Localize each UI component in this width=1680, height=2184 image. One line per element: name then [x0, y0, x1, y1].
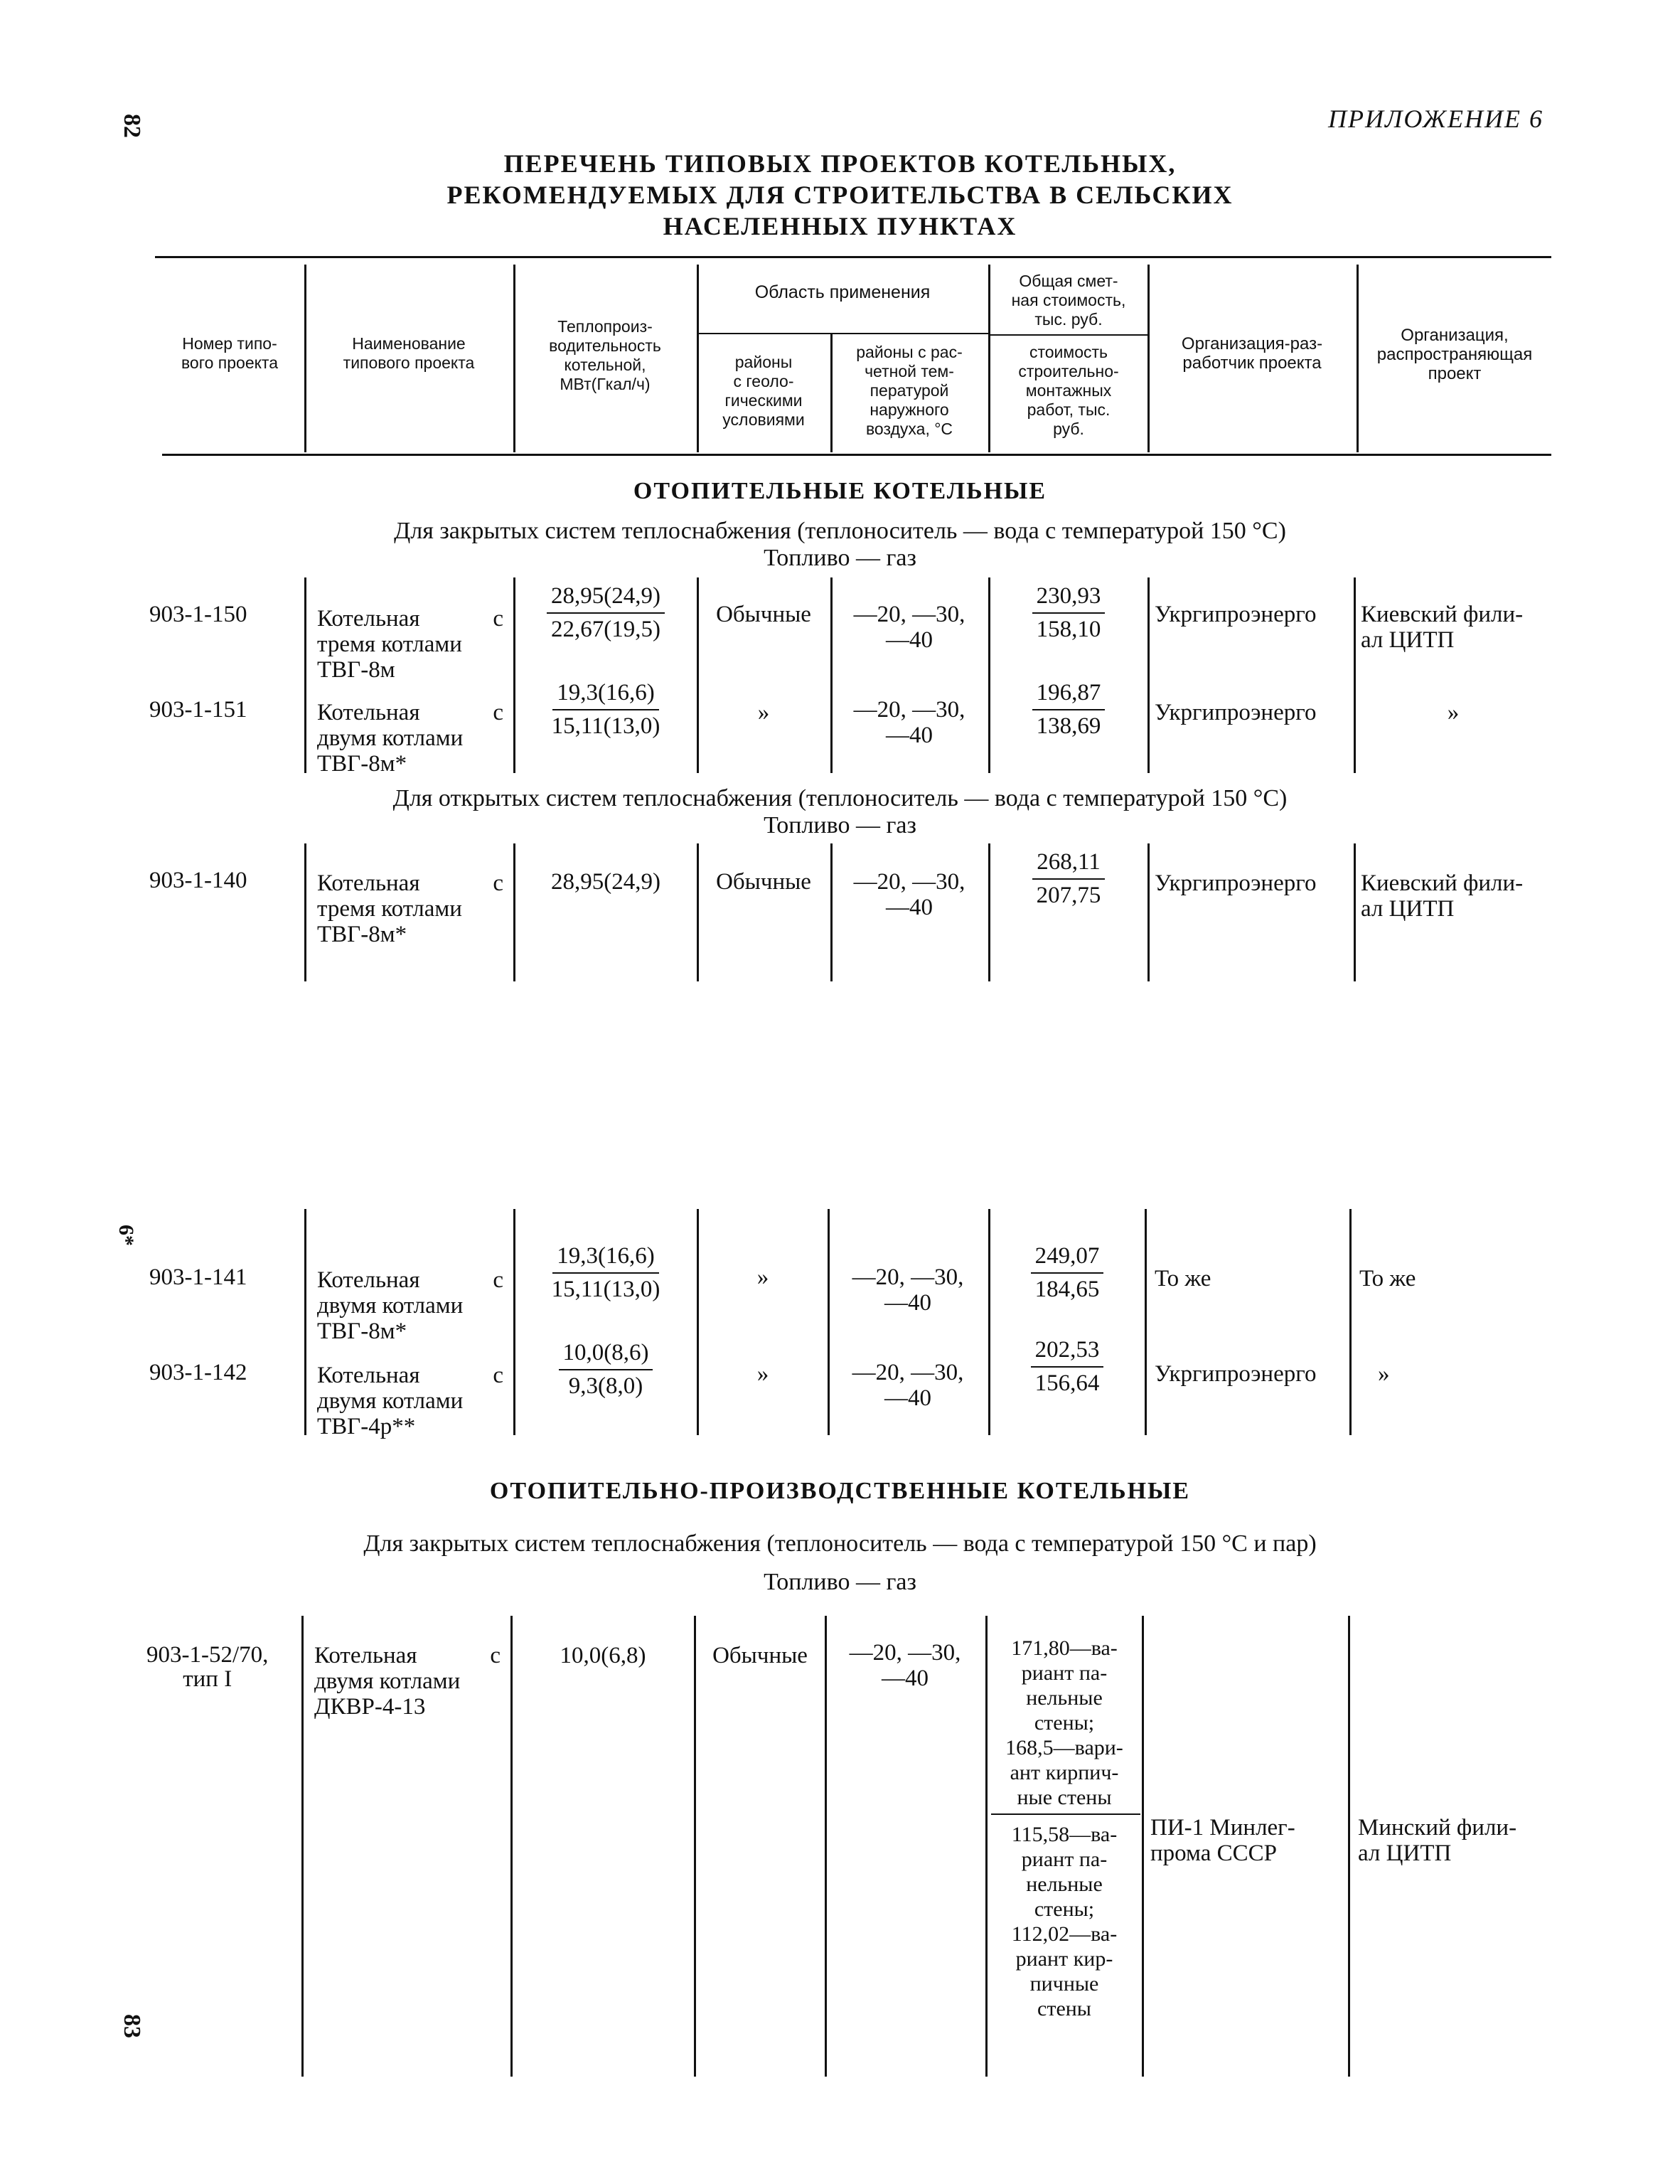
row-number: 903-1-52/70, тип I	[146, 1642, 269, 1692]
row-geology: Обычные	[716, 602, 811, 627]
header-cost-total: Общая смет- ная стоимость, тыс. руб.	[1011, 272, 1126, 329]
section-heating-title: ОТОПИТЕЛЬНЫЕ КОТЕЛЬНЫЕ	[633, 478, 1047, 504]
row-developer: Укргипроэнерго	[1155, 700, 1317, 725]
row-number: 903-1-151	[149, 697, 247, 723]
page-number-bottom: 83	[119, 2014, 145, 2038]
row-temperature: —20, —30, —40	[853, 697, 965, 748]
row-developer: Укргипроэнерго	[1155, 870, 1317, 896]
header-distributor: Организация, распространяющая проект	[1376, 326, 1533, 383]
row-name: Котельная с двумя котлами ТВГ-8м*	[317, 700, 503, 777]
row-geology: Обычные	[712, 1643, 808, 1668]
appendix-label: ПРИЛОЖЕНИЕ 6	[1328, 105, 1543, 133]
subsection-fuel-gas-2: Топливо — газ	[764, 812, 916, 838]
row-name: Котельная с двумя котлами ТВГ-8м*	[317, 1267, 503, 1344]
row-temperature: —20, —30, —40	[853, 602, 965, 653]
row-cost: $\frac{249,07}{184,65}$	[990, 1243, 1145, 1303]
row-cost: $\frac{268,11}{207,75}$	[990, 849, 1147, 909]
subsection-fuel-gas: Топливо — газ	[764, 545, 916, 571]
title-line-2: РЕКОМЕНДУЕМЫХ ДЛЯ СТРОИТЕЛЬСТВА В СЕЛЬСКИХ	[446, 181, 1234, 209]
row-cost: $\frac{202,53}{156,64}$	[990, 1337, 1145, 1397]
row-developer: Укргипроэнерго	[1155, 602, 1317, 627]
row-geology: »	[757, 700, 770, 725]
header-geology: районы с геоло- гическими условиями	[722, 353, 805, 429]
row-geology: Обычные	[716, 869, 811, 895]
row-distributor: Киевский фили- ал ЦИТП	[1361, 602, 1524, 653]
header-cost-construction: стоимость строительно- монтажных работ, тыс. руб.	[1018, 343, 1119, 438]
row-capacity: $\frac{19,3(16,6)}{15,11(13,0)}$	[551, 680, 660, 739]
row-number: 903-1-142	[149, 1360, 247, 1385]
row-temperature: —20, —30, —40	[852, 1360, 964, 1411]
row-capacity: 10,0(6,8)	[560, 1643, 646, 1668]
row-number: 903-1-140	[149, 868, 247, 893]
header-project-name: Наименование типового проекта	[343, 334, 475, 372]
subsection-open-systems: Для открытых систем теплоснабжения (теплоноситель — вода с температурой 150 °С)	[392, 785, 1288, 811]
row-temperature: —20, —30, —40	[849, 1640, 961, 1691]
page-title	[0, 148, 1680, 242]
subsection-closed-systems: Для закрытых систем теплоснабжения (теплоноситель — вода с температурой 150 °С)	[394, 518, 1286, 544]
row-number: 903-1-150	[149, 602, 247, 627]
header-developer: Организация-раз- работчик проекта	[1181, 334, 1323, 373]
row-distributor: Минский фили- ал ЦИТП	[1358, 1815, 1517, 1866]
subsection-fuel-gas-3: Топливо — газ	[764, 1569, 916, 1595]
row-temperature: —20, —30, —40	[852, 1264, 964, 1316]
row-cost: $\frac{230,93}{158,10}$	[990, 583, 1147, 643]
row-name: Котельная с тремя котлами ТВГ-8м	[317, 606, 503, 683]
subsection-closed-systems-steam: Для закрытых систем теплоснабжения (теплоноситель — вода с температурой 150 °С и пар)	[363, 1530, 1317, 1557]
row-name: Котельная с тремя котлами ТВГ-8м*	[317, 870, 503, 947]
row-cost-construction: 115,58—ва- риант па- нельные стены; 112,02—ва- риант кир- пичные стены	[1011, 1823, 1118, 2020]
row-distributor: »	[1447, 700, 1460, 725]
row-distributor: То же	[1359, 1266, 1416, 1291]
row-temperature: —20, —30, —40	[853, 869, 965, 920]
row-capacity: 28,95(24,9)	[551, 869, 660, 895]
title-line-3: НАСЕЛЕННЫХ ПУНКТАХ	[663, 212, 1017, 240]
section-heating-production-title: ОТОПИТЕЛЬНО-ПРОИЗВОДСТВЕННЫЕ КОТЕЛЬНЫЕ	[489, 1478, 1191, 1504]
row-capacity: $\frac{19,3(16,6)}{15,11(13,0)}$	[551, 1243, 660, 1302]
row-geology: »	[756, 1264, 769, 1290]
row-developer: ПИ-1 Минлег- прома СССР	[1150, 1815, 1295, 1866]
header-capacity: Теплопроиз- водительность котельной, МВт(Гкал/ч)	[549, 317, 661, 393]
row-cost-total: 171,80—ва- риант па- нельные стены; 168,5—вари- ант кирпич- ные стены	[1005, 1636, 1123, 1809]
row-name: Котельная с двумя котлами ДКВР-4-13	[314, 1643, 501, 1720]
row-geology: »	[756, 1361, 769, 1387]
row-capacity: $\frac{10,0(8,6)}{9,3(8,0)}$	[518, 1340, 694, 1400]
header-project-number: Номер типо- вого проекта	[181, 334, 279, 372]
header-temperature: районы с рас- четной тем- пературой наружного воздуха, °С	[856, 343, 963, 438]
row-name: Котельная с двумя котлами ТВГ-4р**	[317, 1363, 503, 1439]
row-cost: $\frac{196,87}{138,69}$	[990, 680, 1147, 740]
row-distributor: »	[1378, 1361, 1390, 1387]
title-line-1: ПЕРЕЧЕНЬ ТИПОВЫХ ПРОЕКТОВ КОТЕЛЬНЫХ,	[503, 149, 1177, 178]
row-distributor: Киевский фили- ал ЦИТП	[1361, 870, 1524, 922]
header-area-group: Область применения	[754, 282, 931, 302]
row-developer: То же	[1155, 1266, 1211, 1291]
row-number: 903-1-141	[149, 1264, 247, 1290]
page-mark-mid: 6*	[114, 1225, 138, 1246]
row-capacity: $\frac{28,95(24,9)}{22,67(19,5)}$	[518, 583, 694, 643]
page-number-top: 82	[119, 114, 145, 138]
row-developer: Укргипроэнерго	[1155, 1361, 1317, 1387]
